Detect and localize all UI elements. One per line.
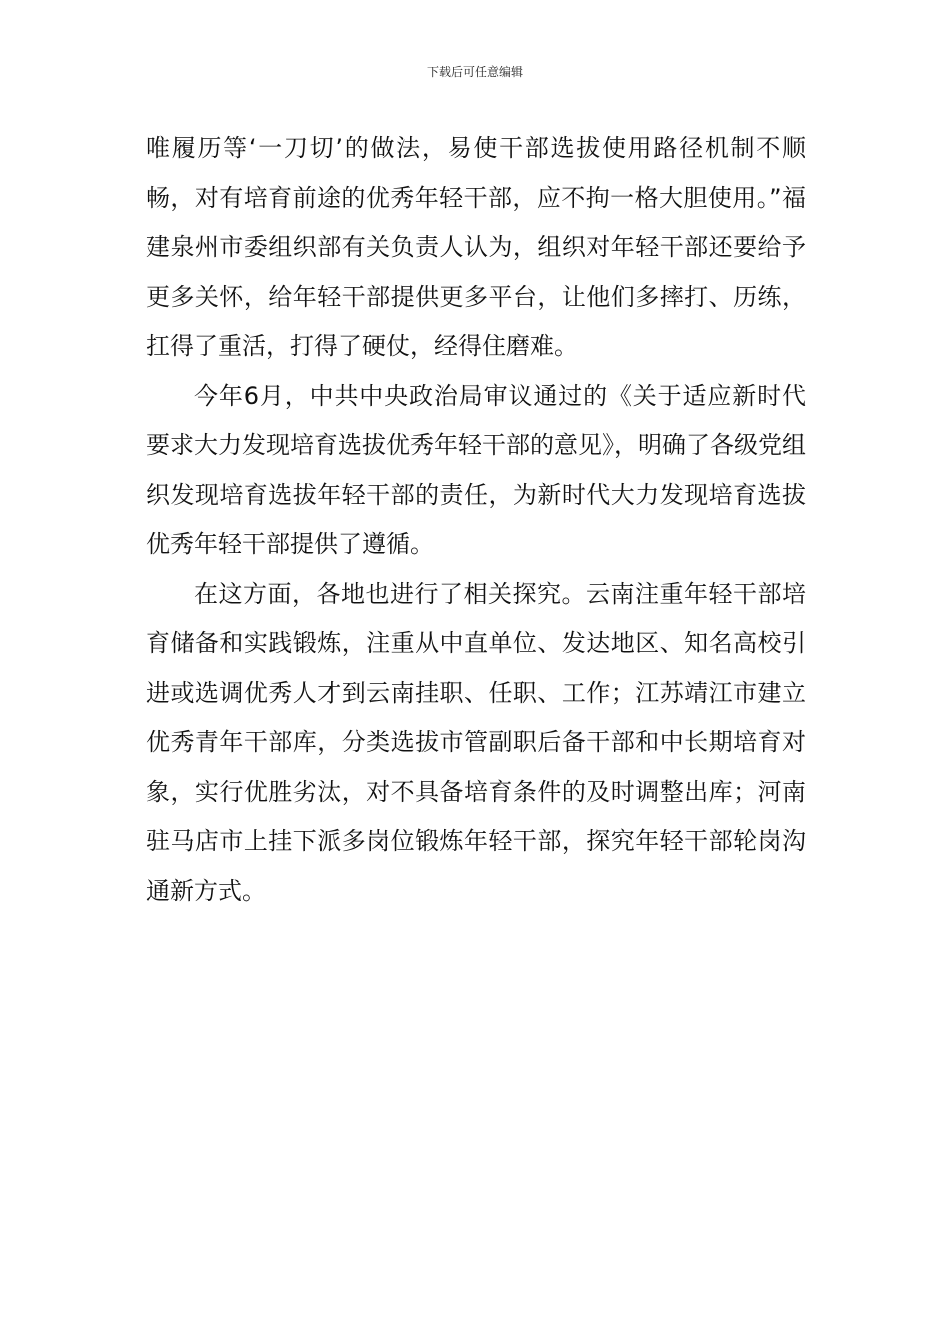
page-header: 下载后可任意编辑: [426, 65, 523, 79]
paragraph-policy: 今年6月，中共中央政治局审议通过的《关于适应新时代要求大力发现培育选拔优秀年轻干部的意见》，明确了各级党组织发现培育选拔年轻干部的责任，为新时代大力发现培育选拔优秀年轻干部提供了遵循。: [146, 381, 806, 558]
paragraph-local-practice: 在这方面，各地也进行了相关探究。云南注重年轻干部培育储备和实践锻炼，注重从中直单位、发达地区、知名高校引进或选调优秀人才到云南挂职、任职、工作；江苏靖江市建立优秀青年干部库，分类选拔市管副职后备干部和中长期培育对象，实行优胜劣汰，对不具备培育条件的及时调整出库；河南驻马店市上挂下派多岗位锻炼年轻干部，探究年轻干部轮岗沟通新方式。: [146, 579, 806, 905]
paragraph-continuation: 唯履历等‘一刀切’的做法，易使干部选拔使用路径机制不顺畅，对有培育前途的优秀年轻干部，应不拘一格大胆使用。”福建泉州市委组织部有关负责人认为，组织对年轻干部还要给予更多关怀，给年轻干部提供更多平台，让他们多摔打、历练，扛得了重活，打得了硬仗，经得住磨难。: [146, 134, 806, 360]
document-body: [146, 124, 806, 916]
